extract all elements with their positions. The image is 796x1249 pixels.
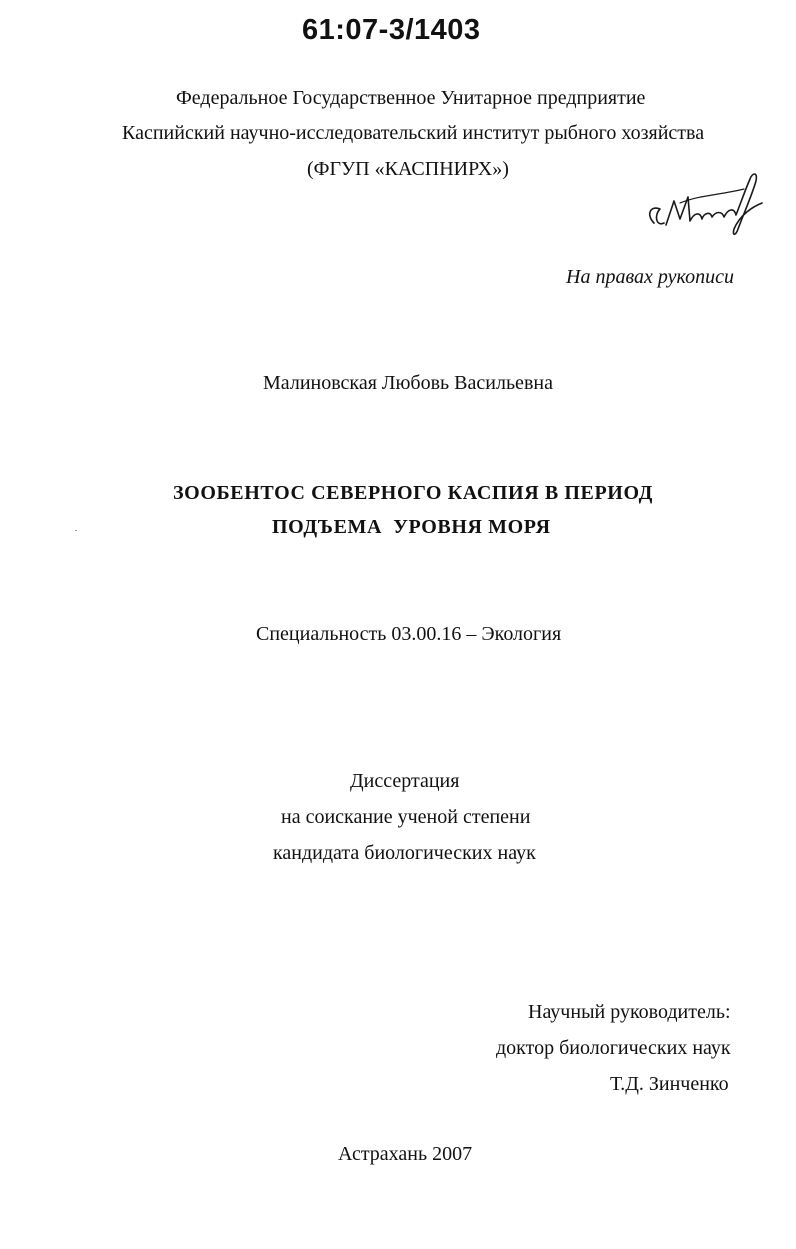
city-year: Астрахань 2007 <box>338 1143 473 1165</box>
dissertation-title-line-1: ЗООБЕНТОС СЕВЕРНОГО КАСПИЯ В ПЕРИОД <box>173 482 653 504</box>
organization-line-1: Федеральное Государственное Унитарное предприятие <box>176 87 646 109</box>
supervisor-label: Научный руководитель: <box>528 1001 731 1023</box>
specialty: Специальность 03.00.16 – Экология <box>256 623 562 645</box>
degree-purpose: на соискание ученой степени <box>281 806 531 828</box>
supervisor-degree: доктор биологических наук <box>496 1037 731 1059</box>
scan-speck <box>75 530 77 531</box>
dissertation-label: Диссертация <box>350 770 460 792</box>
organization-line-3: (ФГУП «КАСПНИРХ») <box>307 158 509 180</box>
author-name: Малиновская Любовь Васильевна <box>263 372 553 394</box>
supervisor-name: Т.Д. Зинченко <box>610 1073 729 1095</box>
rights-notice: На правах рукописи <box>566 266 734 288</box>
handwritten-signature-icon <box>640 165 770 245</box>
organization-line-2: Каспийский научно-исследовательский институт рыбного хозяйства <box>122 122 705 144</box>
dissertation-title-line-2: ПОДЪЕМА УРОВНЯ МОРЯ <box>272 516 551 538</box>
catalog-number: 61:07-3/1403 <box>302 14 481 46</box>
degree-name: кандидата биологических наук <box>273 842 536 864</box>
